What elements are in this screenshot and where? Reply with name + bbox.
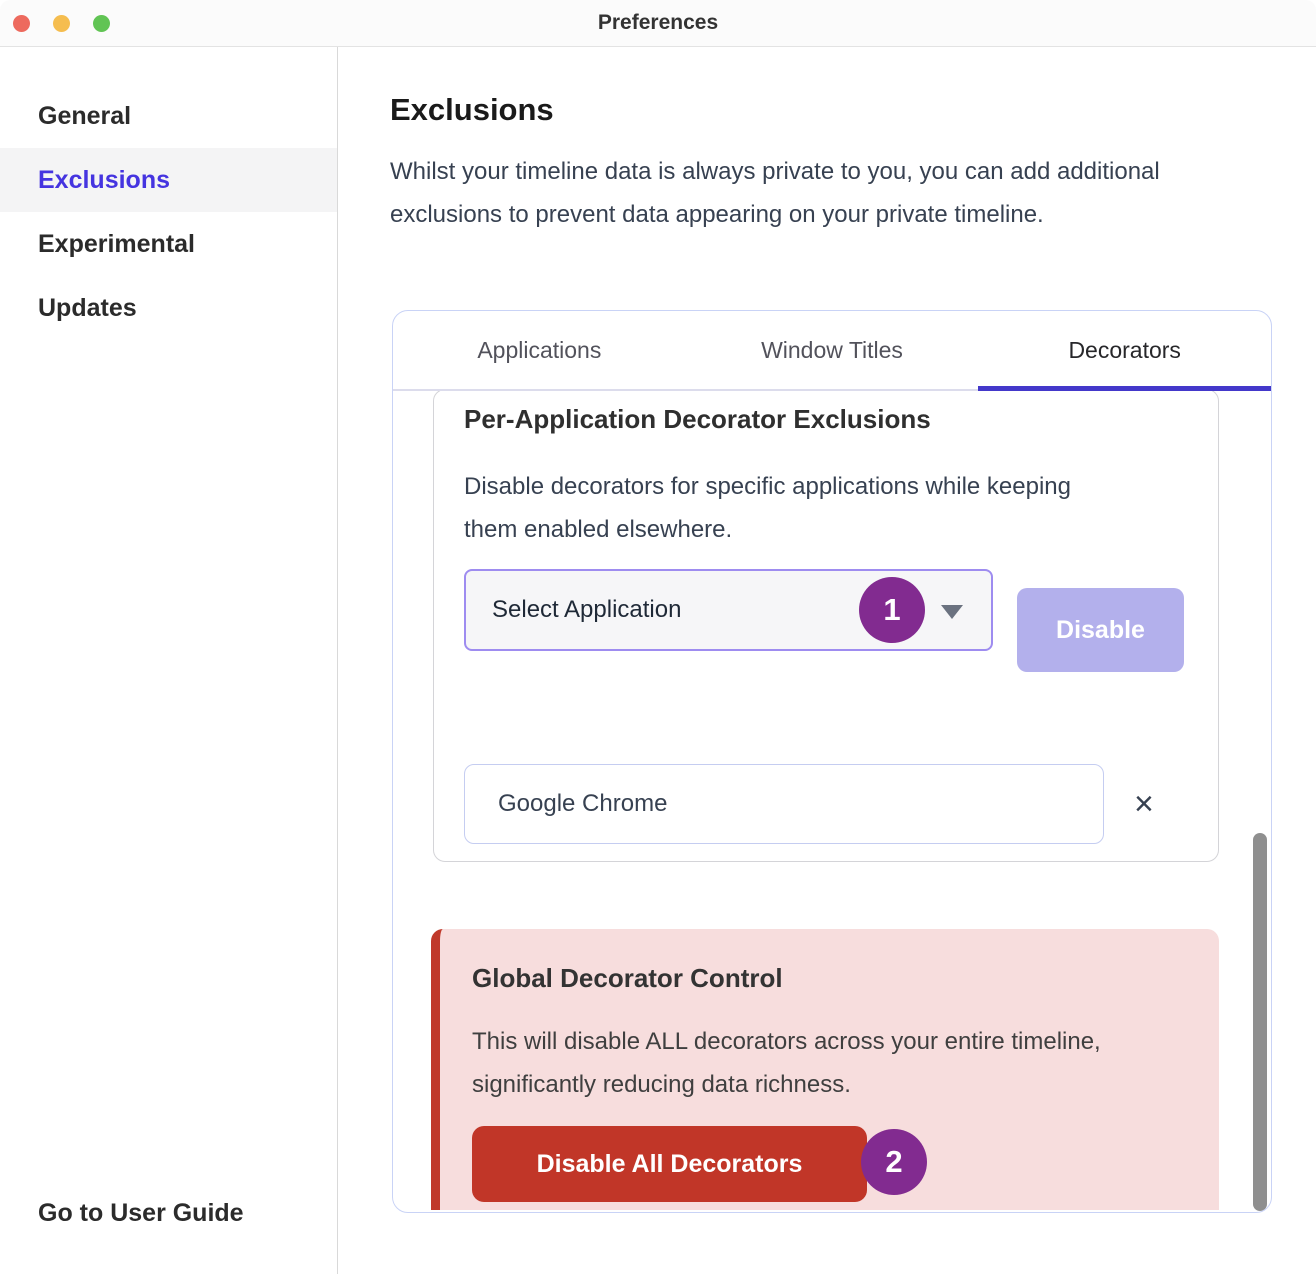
tab-bar bbox=[393, 311, 1271, 391]
annotation-badge-2 bbox=[861, 1129, 927, 1195]
sidebar-item-updates[interactable]: Updates bbox=[38, 293, 137, 322]
sidebar-item-experimental[interactable]: Experimental bbox=[38, 229, 196, 258]
tab-panel-scroll-area bbox=[393, 391, 1271, 1210]
zoom-window-icon[interactable] bbox=[93, 15, 110, 32]
per-app-exclusions-card bbox=[433, 391, 1219, 862]
global-card-heading: Global Decorator Control bbox=[472, 963, 783, 993]
tab-window-titles[interactable]: Window Titles bbox=[761, 336, 903, 363]
select-application-row bbox=[464, 569, 1188, 672]
annotation-badge-1 bbox=[859, 577, 925, 643]
sidebar-nav bbox=[0, 84, 337, 340]
chevron-down-icon bbox=[941, 605, 963, 619]
excluded-app-item bbox=[464, 764, 1104, 844]
sidebar-item-exclusions[interactable]: Exclusions bbox=[0, 148, 337, 212]
traffic-lights bbox=[13, 15, 110, 32]
scrollbar-thumb[interactable] bbox=[1253, 833, 1267, 1211]
window-title: Preferences bbox=[597, 11, 719, 34]
page-intro: Whilst your timeline data is always private to you, you can add additional exclusions to prevent data appearing on your private timeline. bbox=[390, 158, 1160, 228]
sidebar-item-general[interactable]: General bbox=[38, 101, 132, 130]
page-title: Exclusions bbox=[390, 92, 554, 127]
annotation-badge-2-label: 2 bbox=[885, 1144, 903, 1179]
tab-applications[interactable]: Applications bbox=[477, 336, 602, 363]
tab-decorators-label: Decorators bbox=[1068, 336, 1181, 363]
exclusions-panel bbox=[392, 310, 1272, 1213]
global-card-button-row bbox=[472, 1126, 942, 1202]
main-content bbox=[338, 47, 1316, 1274]
per-app-card-heading: Per-Application Decorator Exclusions bbox=[464, 404, 931, 434]
application-select-value: Select Application bbox=[492, 596, 682, 623]
user-guide-link[interactable]: Go to User Guide bbox=[38, 1199, 244, 1227]
titlebar bbox=[0, 0, 1316, 47]
excluded-app-row bbox=[464, 764, 1188, 844]
disable-all-decorators-button[interactable]: Disable All Decorators bbox=[472, 1126, 867, 1202]
app-body bbox=[0, 47, 1316, 1274]
excluded-app-name: Google Chrome bbox=[498, 790, 668, 817]
global-card-description: This will disable ALL decorators across your entire timeline, significantly reducing data richness. bbox=[472, 1028, 1101, 1098]
tab-decorators[interactable] bbox=[978, 311, 1271, 389]
close-window-icon[interactable] bbox=[13, 15, 30, 32]
per-app-card-description: Disable decorators for specific applications while keeping them enabled elsewhere. bbox=[464, 473, 1071, 543]
disable-button[interactable]: Disable bbox=[1017, 588, 1184, 672]
minimize-window-icon[interactable] bbox=[53, 15, 70, 32]
sidebar bbox=[0, 47, 338, 1274]
global-decorator-card bbox=[431, 929, 1219, 1210]
application-select[interactable] bbox=[464, 569, 993, 651]
remove-excluded-app-icon[interactable]: × bbox=[1134, 785, 1154, 823]
annotation-badge-1-label: 1 bbox=[883, 592, 901, 627]
